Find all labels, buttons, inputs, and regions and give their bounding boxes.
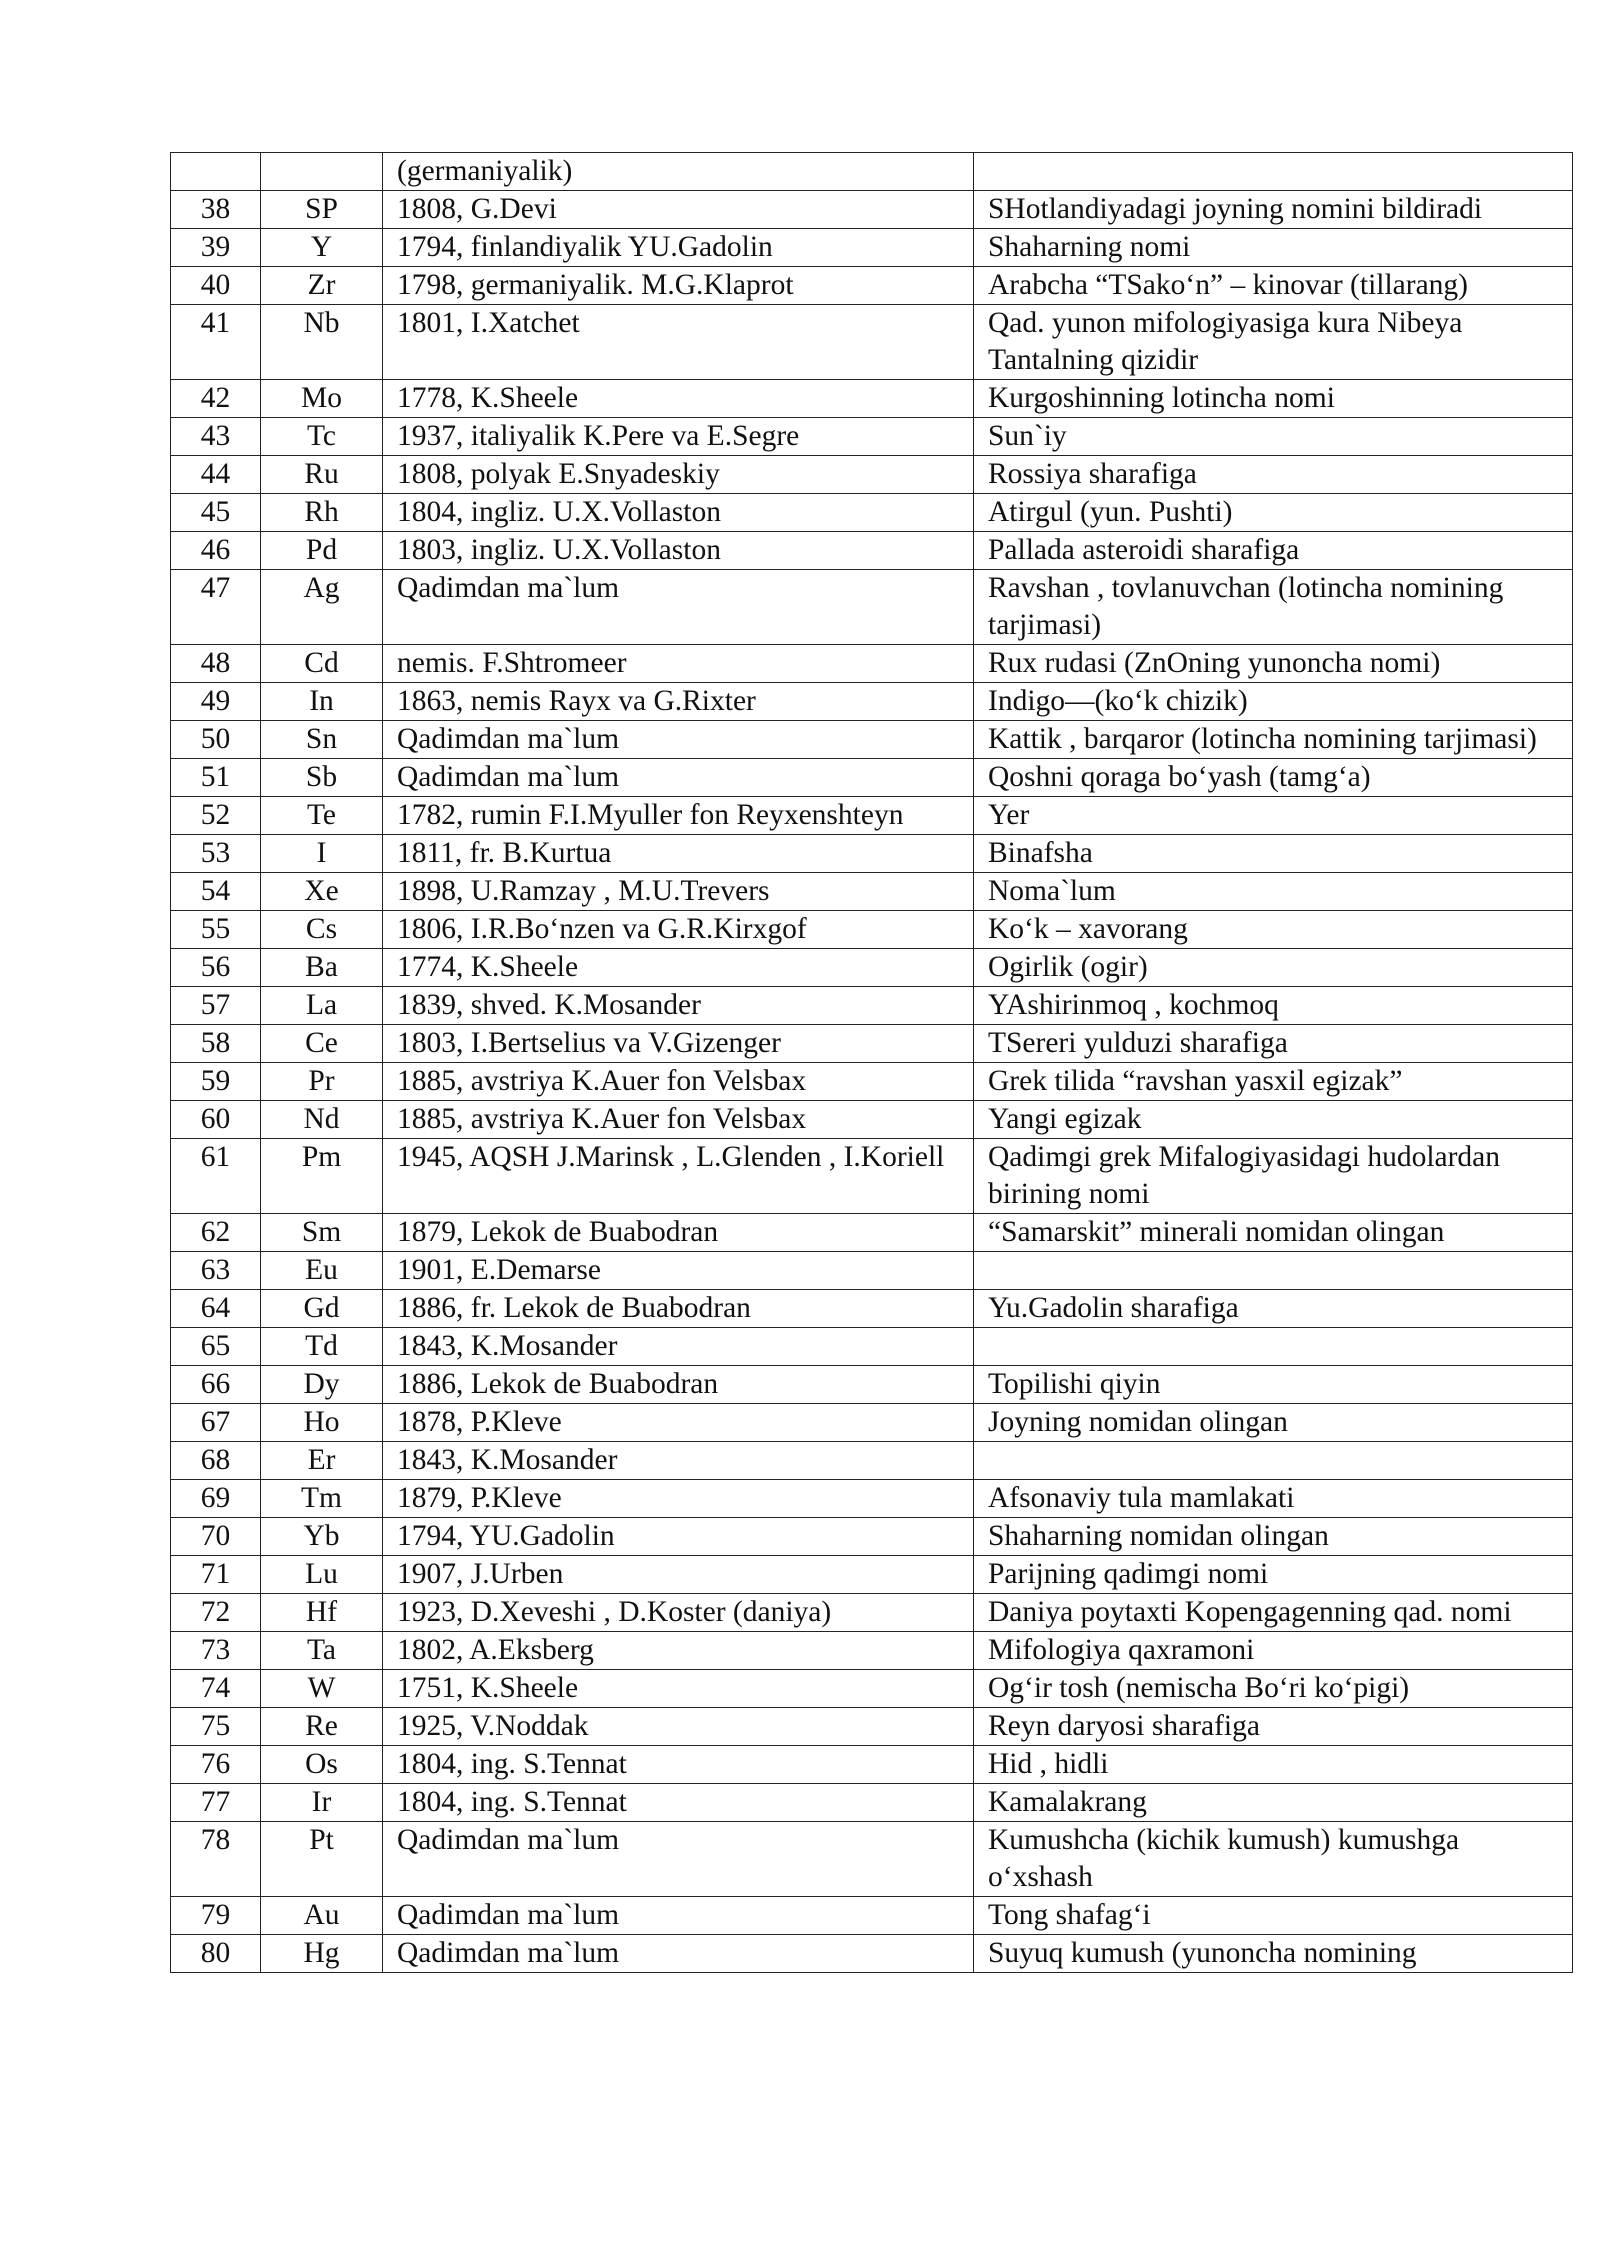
- element-symbol-cell: SP: [261, 191, 383, 229]
- name-origin-cell: Suyuq kumush (yunoncha nomining: [974, 1935, 1573, 1973]
- name-origin-cell: Daniya poytaxti Kopengagenning qad. nomi: [974, 1594, 1573, 1632]
- discovery-cell: nemis. F.Shtromeer: [383, 645, 974, 683]
- table-row: [171, 873, 1573, 911]
- table-row: [171, 1101, 1573, 1139]
- discovery-cell: Qadimdan ma`lum: [383, 1822, 974, 1897]
- discovery-cell: 1878, P.Kleve: [383, 1404, 974, 1442]
- name-origin-cell: Kattik , barqaror (lotincha nomining tarjimasi): [974, 721, 1573, 759]
- element-symbol-cell: Cs: [261, 911, 383, 949]
- element-symbol-cell: Ba: [261, 949, 383, 987]
- element-number-cell: 52: [171, 797, 261, 835]
- table-row: [171, 570, 1573, 645]
- table-row: [171, 1025, 1573, 1063]
- name-origin-cell: Joyning nomidan olingan: [974, 1404, 1573, 1442]
- element-symbol-cell: Y: [261, 229, 383, 267]
- element-number-cell: 55: [171, 911, 261, 949]
- element-number-cell: 50: [171, 721, 261, 759]
- name-origin-cell: Yu.Gadolin sharafiga: [974, 1290, 1573, 1328]
- name-origin-cell: Parijning qadimgi nomi: [974, 1556, 1573, 1594]
- table-row: [171, 1252, 1573, 1290]
- table-row: [171, 683, 1573, 721]
- name-origin-cell: Rux rudasi (ZnOning yunoncha nomi): [974, 645, 1573, 683]
- table-row: [171, 645, 1573, 683]
- name-origin-cell: Tong shafag‘i: [974, 1897, 1573, 1935]
- discovery-cell: Qadimdan ma`lum: [383, 1897, 974, 1935]
- discovery-cell: 1798, germaniyalik. M.G.Klaprot: [383, 267, 974, 305]
- element-symbol-cell: Dy: [261, 1366, 383, 1404]
- table-row: [171, 1063, 1573, 1101]
- discovery-cell: 1802, A.Eksberg: [383, 1632, 974, 1670]
- table-row: [171, 1139, 1573, 1214]
- name-origin-cell: Shaharning nomidan olingan: [974, 1518, 1573, 1556]
- element-symbol-cell: Au: [261, 1897, 383, 1935]
- element-number-cell: 54: [171, 873, 261, 911]
- discovery-cell: 1778, K.Sheele: [383, 380, 974, 418]
- element-symbol-cell: Xe: [261, 873, 383, 911]
- element-number-cell: 76: [171, 1746, 261, 1784]
- element-symbol-cell: Eu: [261, 1252, 383, 1290]
- table-row: [171, 721, 1573, 759]
- table-row: [171, 1214, 1573, 1252]
- table-row: [171, 267, 1573, 305]
- discovery-cell: 1803, ingliz. U.X.Vollaston: [383, 532, 974, 570]
- table-row: [171, 1518, 1573, 1556]
- element-symbol-cell: [261, 153, 383, 191]
- name-origin-cell: Yer: [974, 797, 1573, 835]
- name-origin-cell: Atirgul (yun. Pushti): [974, 494, 1573, 532]
- discovery-cell: 1808, polyak E.Snyadeskiy: [383, 456, 974, 494]
- name-origin-cell: Ko‘k – xavorang: [974, 911, 1573, 949]
- element-symbol-cell: I: [261, 835, 383, 873]
- discovery-cell: 1843, K.Mosander: [383, 1328, 974, 1366]
- element-number-cell: 40: [171, 267, 261, 305]
- elements-table-body: [171, 153, 1573, 1973]
- discovery-cell: 1885, avstriya K.Auer fon Velsbax: [383, 1063, 974, 1101]
- table-row: [171, 1746, 1573, 1784]
- name-origin-cell: Shaharning nomi: [974, 229, 1573, 267]
- table-row: [171, 949, 1573, 987]
- element-number-cell: 42: [171, 380, 261, 418]
- element-symbol-cell: Cd: [261, 645, 383, 683]
- element-number-cell: 41: [171, 305, 261, 380]
- element-symbol-cell: Pd: [261, 532, 383, 570]
- table-row: [171, 911, 1573, 949]
- element-number-cell: 46: [171, 532, 261, 570]
- element-number-cell: 48: [171, 645, 261, 683]
- table-row: [171, 759, 1573, 797]
- discovery-cell: 1886, Lekok de Buabodran: [383, 1366, 974, 1404]
- name-origin-cell: Ogirlik (ogir): [974, 949, 1573, 987]
- element-symbol-cell: Pt: [261, 1822, 383, 1897]
- element-number-cell: 70: [171, 1518, 261, 1556]
- table-row: [171, 1404, 1573, 1442]
- table-row: [171, 494, 1573, 532]
- discovery-cell: 1923, D.Xeveshi , D.Koster (daniya): [383, 1594, 974, 1632]
- table-row: [171, 1594, 1573, 1632]
- element-symbol-cell: In: [261, 683, 383, 721]
- element-number-cell: 69: [171, 1480, 261, 1518]
- discovery-cell: 1804, ing. S.Tennat: [383, 1784, 974, 1822]
- element-number-cell: 75: [171, 1708, 261, 1746]
- name-origin-cell: Indigo—(ko‘k chizik): [974, 683, 1573, 721]
- element-symbol-cell: Gd: [261, 1290, 383, 1328]
- element-number-cell: 61: [171, 1139, 261, 1214]
- discovery-cell: 1782, rumin F.I.Myuller fon Reyxenshteyn: [383, 797, 974, 835]
- element-number-cell: 56: [171, 949, 261, 987]
- name-origin-cell: Afsonaviy tula mamlakati: [974, 1480, 1573, 1518]
- table-row: [171, 456, 1573, 494]
- element-symbol-cell: Nb: [261, 305, 383, 380]
- discovery-cell: 1879, Lekok de Buabodran: [383, 1214, 974, 1252]
- element-symbol-cell: Tm: [261, 1480, 383, 1518]
- table-row: [171, 305, 1573, 380]
- discovery-cell: Qadimdan ma`lum: [383, 1935, 974, 1973]
- table-row: [171, 1822, 1573, 1897]
- discovery-cell: 1839, shved. K.Mosander: [383, 987, 974, 1025]
- table-row: [171, 1290, 1573, 1328]
- table-row: [171, 797, 1573, 835]
- table-row: [171, 532, 1573, 570]
- discovery-cell: 1804, ingliz. U.X.Vollaston: [383, 494, 974, 532]
- element-number-cell: 59: [171, 1063, 261, 1101]
- element-number-cell: 58: [171, 1025, 261, 1063]
- name-origin-cell: Ravshan , tovlanuvchan (lotincha nomining tarjimasi): [974, 570, 1573, 645]
- element-symbol-cell: Os: [261, 1746, 383, 1784]
- element-symbol-cell: Ho: [261, 1404, 383, 1442]
- name-origin-cell: Sun`iy: [974, 418, 1573, 456]
- table-row: [171, 1708, 1573, 1746]
- element-symbol-cell: Ce: [261, 1025, 383, 1063]
- discovery-cell: 1803, I.Bertselius va V.Gizenger: [383, 1025, 974, 1063]
- discovery-cell: 1885, avstriya K.Auer fon Velsbax: [383, 1101, 974, 1139]
- table-row: [171, 1328, 1573, 1366]
- table-row: [171, 1480, 1573, 1518]
- element-number-cell: 68: [171, 1442, 261, 1480]
- discovery-cell: 1801, I.Xatchet: [383, 305, 974, 380]
- discovery-cell: 1843, K.Mosander: [383, 1442, 974, 1480]
- element-symbol-cell: Hf: [261, 1594, 383, 1632]
- name-origin-cell: Og‘ir tosh (nemischa Bo‘ri ko‘pigi): [974, 1670, 1573, 1708]
- table-row: [171, 191, 1573, 229]
- discovery-cell: Qadimdan ma`lum: [383, 759, 974, 797]
- name-origin-cell: Rossiya sharafiga: [974, 456, 1573, 494]
- name-origin-cell: Kurgoshinning lotincha nomi: [974, 380, 1573, 418]
- discovery-cell: Qadimdan ma`lum: [383, 721, 974, 759]
- element-number-cell: 49: [171, 683, 261, 721]
- name-origin-cell: “Samarskit” minerali nomidan olingan: [974, 1214, 1573, 1252]
- name-origin-cell: Kumushcha (kichik kumush) kumushga o‘xshash: [974, 1822, 1573, 1897]
- table-row: [171, 229, 1573, 267]
- element-symbol-cell: Yb: [261, 1518, 383, 1556]
- table-row: [171, 380, 1573, 418]
- element-symbol-cell: Re: [261, 1708, 383, 1746]
- element-symbol-cell: Td: [261, 1328, 383, 1366]
- element-symbol-cell: Rh: [261, 494, 383, 532]
- table-row: [171, 1366, 1573, 1404]
- element-number-cell: 63: [171, 1252, 261, 1290]
- discovery-cell: 1806, I.R.Bo‘nzen va G.R.Kirxgof: [383, 911, 974, 949]
- element-number-cell: [171, 153, 261, 191]
- name-origin-cell: Kamalakrang: [974, 1784, 1573, 1822]
- table-row: [171, 835, 1573, 873]
- element-number-cell: 73: [171, 1632, 261, 1670]
- name-origin-cell: [974, 1442, 1573, 1480]
- element-number-cell: 74: [171, 1670, 261, 1708]
- element-number-cell: 39: [171, 229, 261, 267]
- discovery-cell: 1907, J.Urben: [383, 1556, 974, 1594]
- table-row: [171, 418, 1573, 456]
- element-number-cell: 79: [171, 1897, 261, 1935]
- element-symbol-cell: Ru: [261, 456, 383, 494]
- discovery-cell: 1808, G.Devi: [383, 191, 974, 229]
- name-origin-cell: Binafsha: [974, 835, 1573, 873]
- discovery-cell: 1886, fr. Lekok de Buabodran: [383, 1290, 974, 1328]
- discovery-cell: 1879, P.Kleve: [383, 1480, 974, 1518]
- table-row: [171, 1935, 1573, 1973]
- element-number-cell: 64: [171, 1290, 261, 1328]
- element-symbol-cell: La: [261, 987, 383, 1025]
- table-row: [171, 1670, 1573, 1708]
- element-symbol-cell: Nd: [261, 1101, 383, 1139]
- table-row: [171, 987, 1573, 1025]
- element-number-cell: 78: [171, 1822, 261, 1897]
- element-number-cell: 57: [171, 987, 261, 1025]
- table-row: [171, 1442, 1573, 1480]
- element-number-cell: 62: [171, 1214, 261, 1252]
- name-origin-cell: Hid , hidli: [974, 1746, 1573, 1784]
- name-origin-cell: [974, 153, 1573, 191]
- element-symbol-cell: Mo: [261, 380, 383, 418]
- discovery-cell: 1794, YU.Gadolin: [383, 1518, 974, 1556]
- discovery-cell: 1811, fr. B.Kurtua: [383, 835, 974, 873]
- element-number-cell: 53: [171, 835, 261, 873]
- name-origin-cell: [974, 1328, 1573, 1366]
- element-symbol-cell: Pm: [261, 1139, 383, 1214]
- discovery-cell: 1945, AQSH J.Marinsk , L.Glenden , I.Koriell: [383, 1139, 974, 1214]
- table-row: [171, 1556, 1573, 1594]
- name-origin-cell: SHotlandiyadagi joyning nomini bildiradi: [974, 191, 1573, 229]
- discovery-cell: 1863, nemis Rayx va G.Rixter: [383, 683, 974, 721]
- element-symbol-cell: Er: [261, 1442, 383, 1480]
- element-symbol-cell: Sn: [261, 721, 383, 759]
- element-symbol-cell: Te: [261, 797, 383, 835]
- discovery-cell: 1804, ing. S.Tennat: [383, 1746, 974, 1784]
- name-origin-cell: Qad. yunon mifologiyasiga kura Nibeya Tantalning qizidir: [974, 305, 1573, 380]
- discovery-cell: 1898, U.Ramzay , M.U.Trevers: [383, 873, 974, 911]
- element-number-cell: 47: [171, 570, 261, 645]
- element-number-cell: 72: [171, 1594, 261, 1632]
- discovery-cell: 1925, V.Noddak: [383, 1708, 974, 1746]
- element-number-cell: 60: [171, 1101, 261, 1139]
- element-symbol-cell: Ir: [261, 1784, 383, 1822]
- element-symbol-cell: Ag: [261, 570, 383, 645]
- element-symbol-cell: Sm: [261, 1214, 383, 1252]
- discovery-cell: 1794, finlandiyalik YU.Gadolin: [383, 229, 974, 267]
- element-number-cell: 71: [171, 1556, 261, 1594]
- discovery-cell: 1751, K.Sheele: [383, 1670, 974, 1708]
- element-number-cell: 66: [171, 1366, 261, 1404]
- name-origin-cell: Noma`lum: [974, 873, 1573, 911]
- name-origin-cell: Yangi egizak: [974, 1101, 1573, 1139]
- discovery-cell: Qadimdan ma`lum: [383, 570, 974, 645]
- name-origin-cell: Mifologiya qaxramoni: [974, 1632, 1573, 1670]
- name-origin-cell: Topilishi qiyin: [974, 1366, 1573, 1404]
- table-row: [171, 1897, 1573, 1935]
- element-number-cell: 65: [171, 1328, 261, 1366]
- name-origin-cell: Grek tilida “ravshan yasxil egizak”: [974, 1063, 1573, 1101]
- element-number-cell: 43: [171, 418, 261, 456]
- discovery-cell: (germaniyalik): [383, 153, 974, 191]
- table-row: [171, 1632, 1573, 1670]
- discovery-cell: 1901, E.Demarse: [383, 1252, 974, 1290]
- elements-table: [170, 152, 1573, 1973]
- name-origin-cell: Arabcha “TSako‘n” – kinovar (tillarang): [974, 267, 1573, 305]
- name-origin-cell: YAshirinmoq , kochmoq: [974, 987, 1573, 1025]
- element-symbol-cell: Pr: [261, 1063, 383, 1101]
- element-symbol-cell: W: [261, 1670, 383, 1708]
- discovery-cell: 1774, K.Sheele: [383, 949, 974, 987]
- element-number-cell: 44: [171, 456, 261, 494]
- element-symbol-cell: Hg: [261, 1935, 383, 1973]
- name-origin-cell: Qadimgi grek Mifalogiyasidagi hudolardan birining nomi: [974, 1139, 1573, 1214]
- element-symbol-cell: Sb: [261, 759, 383, 797]
- name-origin-cell: Qoshni qoraga bo‘yash (tamg‘a): [974, 759, 1573, 797]
- name-origin-cell: TSereri yulduzi sharafiga: [974, 1025, 1573, 1063]
- name-origin-cell: Reyn daryosi sharafiga: [974, 1708, 1573, 1746]
- element-number-cell: 67: [171, 1404, 261, 1442]
- element-number-cell: 77: [171, 1784, 261, 1822]
- table-row: [171, 1784, 1573, 1822]
- name-origin-cell: [974, 1252, 1573, 1290]
- element-symbol-cell: Lu: [261, 1556, 383, 1594]
- name-origin-cell: Pallada asteroidi sharafiga: [974, 532, 1573, 570]
- element-symbol-cell: Ta: [261, 1632, 383, 1670]
- element-number-cell: 45: [171, 494, 261, 532]
- element-number-cell: 51: [171, 759, 261, 797]
- element-symbol-cell: Tc: [261, 418, 383, 456]
- discovery-cell: 1937, italiyalik K.Pere va E.Segre: [383, 418, 974, 456]
- element-number-cell: 38: [171, 191, 261, 229]
- element-number-cell: 80: [171, 1935, 261, 1973]
- table-row: [171, 153, 1573, 191]
- element-symbol-cell: Zr: [261, 267, 383, 305]
